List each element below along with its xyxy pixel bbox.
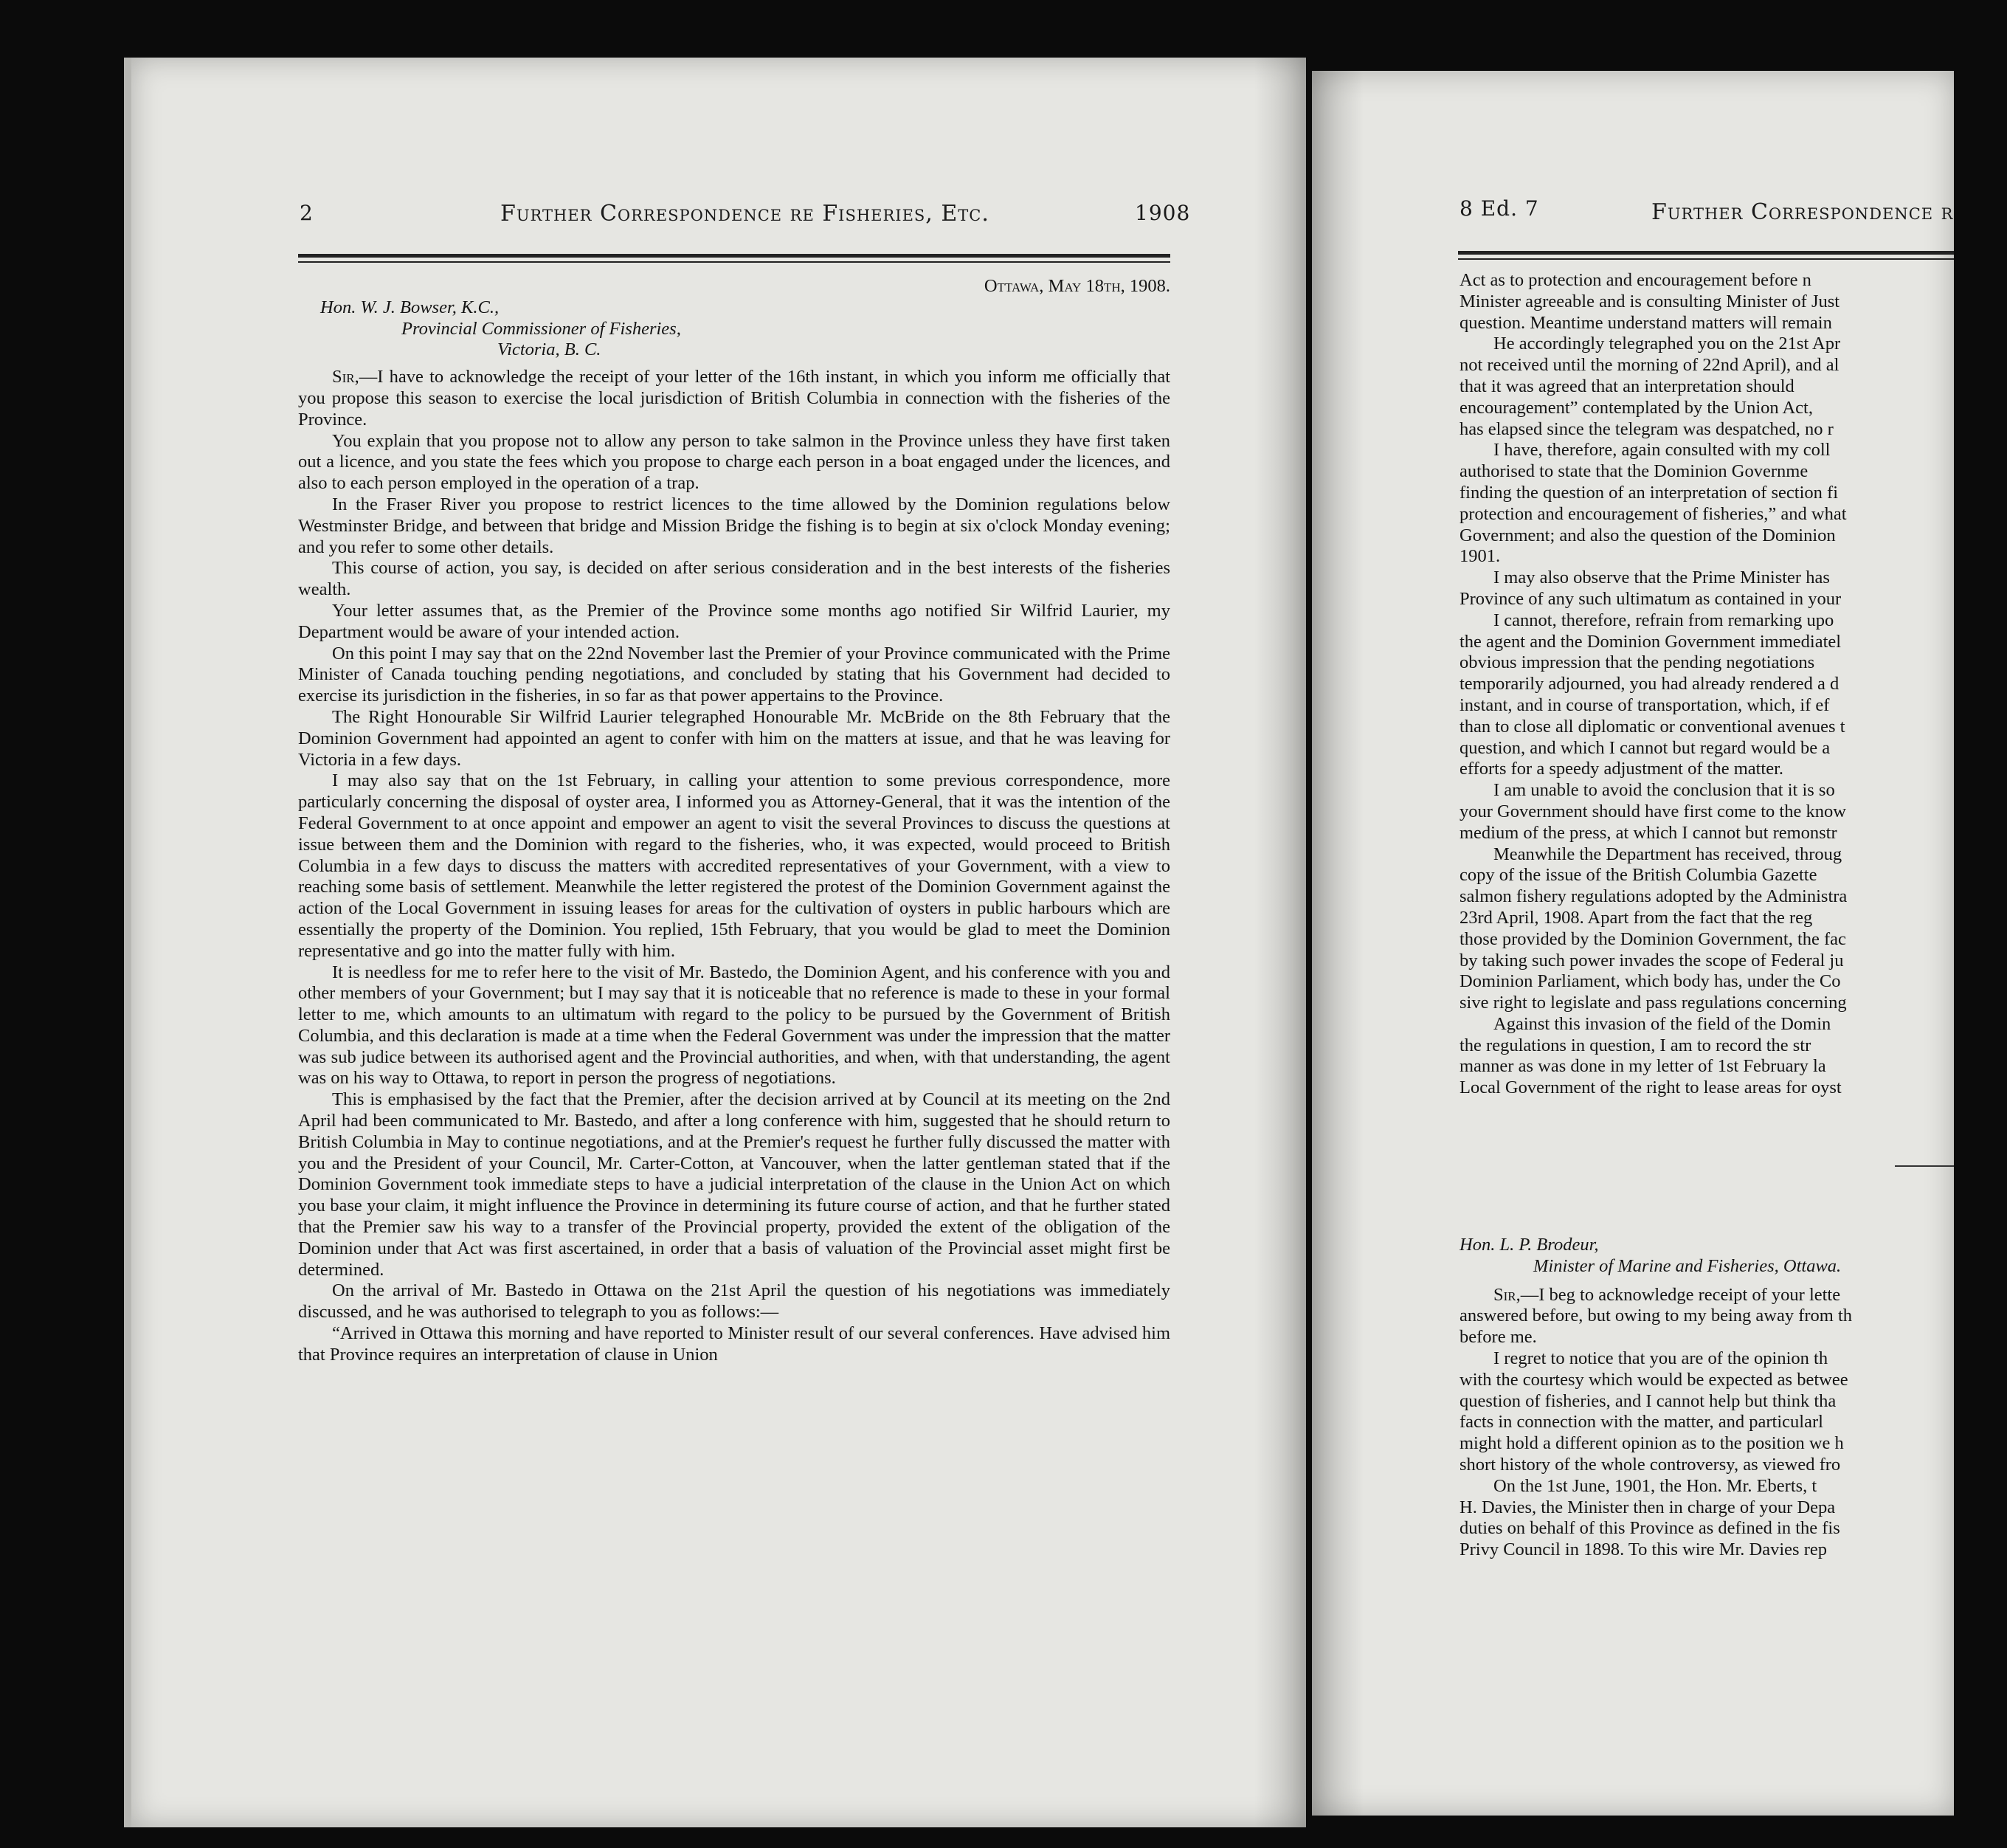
text-line: with the courtesy which would be expected as betwee bbox=[1460, 1369, 1848, 1390]
right-page-gutter-shadow bbox=[1312, 71, 1364, 1816]
right-session: 8 Ed. 7 bbox=[1460, 196, 1539, 221]
salutation: Sir, bbox=[332, 367, 359, 387]
text-line: question, and which I cannot but regard would be a bbox=[1460, 737, 1831, 758]
addressee-line-3: Victoria, B. C. bbox=[497, 339, 601, 360]
right-header-rule bbox=[1458, 251, 1954, 260]
text-line: answered before, but owing to my being away from th bbox=[1460, 1306, 1853, 1326]
text-line: Against this invasion of the field of the Domin bbox=[1493, 1013, 1831, 1034]
text-line: Province of any such ultimatum as contained in your bbox=[1460, 588, 1842, 609]
text-line: your Government should have first come to the know bbox=[1460, 801, 1846, 821]
right-salutation: Sir, bbox=[1493, 1284, 1521, 1305]
text-line: I have, therefore, again consulted with my coll bbox=[1493, 440, 1831, 461]
paragraph: The Right Honourable Sir Wilfrid Laurier telegraphed Honourable Mr. McBride on the 8th February that the Dominion Government had appointed an agent to confer with him on the matters at issue, and that he was leaving for Victoria in a few days. bbox=[298, 706, 1170, 770]
text-line: the agent and the Dominion Government immediatel bbox=[1460, 631, 1842, 652]
addressee-line-2: Provincial Commissioner of Fisheries, bbox=[401, 318, 681, 339]
text-line: temporarily adjourned, you had already rendered a d bbox=[1460, 674, 1840, 694]
left-running-title: Further Correspondence re Fisheries, Etc. bbox=[500, 201, 989, 227]
text-line: 1901. bbox=[1460, 546, 1501, 567]
text-line: I cannot, therefore, refrain from remarking upo bbox=[1493, 610, 1834, 630]
text-line: that it was agreed that an interpretation should bbox=[1460, 376, 1794, 396]
text-line: the regulations in question, I am to record the str bbox=[1460, 1035, 1811, 1055]
paragraph: This course of action, you say, is decided on after serious consideration and in the best interests of the fisheries wealth. bbox=[298, 558, 1170, 600]
right-addressee-line-1: Hon. L. P. Brodeur, bbox=[1460, 1235, 1599, 1255]
text-line: manner as was done in my letter of 1st February la bbox=[1460, 1056, 1826, 1077]
text-line: encouragement” contemplated by the Union Act, bbox=[1460, 397, 1813, 418]
paragraph: This is emphasised by the fact that the Premier, after the decision arrived at by Council at its meeting on the 2nd April had been communicated to Mr. Bastedo, and after a long conference with him, suggested that he should return to British Columbia in May to continue negotiations, and at the Premier's request he further fully discussed the matter with you and the President of your Council, Mr. Carter-Cotton, at Vancouver, when the latter gentleman stated that if the Dominion Government took immediate steps to have a judicial interpretation of the clause in the Union Act on which you base your claim, it might influence the Province in determining its future course of action, and that he further stated that the Premier saw his way to a transfer of the Provincial property, provided the extent of the obligation of the Dominion under that Act was first ascertained, in order that a basis of valuation of the Provincial asset might first be determined. bbox=[298, 1089, 1170, 1280]
text-line: I regret to notice that you are of the opinion th bbox=[1493, 1348, 1828, 1369]
paragraph: On this point I may say that on the 22nd November last the Premier of your Province communicated with the Prime Minister of Canada touching pending negotiations, and concluded by stating that his Government had decided to exercise its jurisdiction in the fisheries, in so far as that power appertains to the Province. bbox=[298, 643, 1170, 706]
paragraph-text: —I have to acknowledge the receipt of your letter of the 16th instant, in which you inform me officially that you propose this season to exercise the local jurisdiction of British Columbia in connection with the fisheries of the Province. bbox=[298, 367, 1170, 430]
right-addressee-line-2: Minister of Marine and Fisheries, Ottawa. bbox=[1533, 1255, 1842, 1276]
text-line bbox=[1460, 1285, 1954, 1306]
left-page-number: 2 bbox=[300, 201, 314, 225]
text-line: salmon fishery regulations adopted by the Administra bbox=[1460, 886, 1848, 907]
text-line: facts in connection with the matter, and particularl bbox=[1460, 1412, 1823, 1432]
right-page bbox=[1312, 71, 1954, 1816]
text-line: medium of the press, at which I cannot but remonstr bbox=[1460, 822, 1837, 843]
text-line: has elapsed since the telegram was despatched, no r bbox=[1460, 418, 1834, 439]
text-line: Minister agreeable and is consulting Minister of Just bbox=[1460, 291, 1840, 311]
text-line: On the 1st June, 1901, the Hon. Mr. Eberts, t bbox=[1493, 1475, 1817, 1496]
text-line: short history of the whole controversy, as viewed fro bbox=[1460, 1455, 1841, 1475]
paragraph: Your letter assumes that, as the Premier of the Province some months ago notified Sir Wilfrid Laurier, my Department would be aware of your intended action. bbox=[298, 600, 1170, 642]
text-line: authorised to state that the Dominion Governme bbox=[1460, 461, 1809, 482]
text-line: copy of the issue of the British Columbia Gazette bbox=[1460, 865, 1817, 886]
text-line: I may also observe that the Prime Minister has bbox=[1493, 568, 1830, 588]
paragraph: In the Fraser River you propose to restrict licences to the time allowed by the Dominion regulations below Westminster Bridge, and between that bridge and Mission Bridge the fishing is to begin at six o'clock Monday evening; and you refer to some other details. bbox=[298, 494, 1170, 557]
text-line: I am unable to avoid the conclusion that it is so bbox=[1493, 780, 1835, 801]
letter-date-line: Ottawa, May 18th, 1908. bbox=[984, 276, 1170, 296]
text-line: efforts for a speedy adjustment of the matter. bbox=[1460, 759, 1784, 779]
right-running-title: Further Correspondence r bbox=[1651, 199, 1954, 225]
paragraph: I may also say that on the 1st February, in calling your attention to some previous correspondence, more particularly concerning the disposal of oyster area, I informed you as Attorney-General, that it was the intention of the Federal Government to at once appoint and empower an agent to visit the several Provinces to discuss the questions at issue between them and the Dominion with regard to the fisheries, who, it was expected, would proceed to British Columbia in a few days to discuss the matters with accredited representatives of your Government, with a view to reaching some basis of settlement. Meanwhile the letter registered the protest of the Dominion Government against the action of the Local Government in issuing leases for areas for the cultivation of oysters in public harbours which are essentially the property of the Dominion. You replied, 15th February, that you would be glad to meet the Dominion representative and go into the matter fully with him. bbox=[298, 770, 1170, 961]
text-line: than to close all diplomatic or conventional avenues t bbox=[1460, 716, 1845, 737]
text-line: protection and encouragement of fisheries,” and what bbox=[1460, 503, 1847, 524]
text-line: instant, and in course of transportation, which, if ef bbox=[1460, 694, 1830, 715]
left-header-rule bbox=[298, 254, 1170, 263]
text-line: 23rd April, 1908. Apart from the fact that the reg bbox=[1460, 907, 1813, 928]
paragraph bbox=[298, 367, 1170, 430]
paragraph: You explain that you propose not to allow any person to take salmon in the Province unless they have first taken out a licence, and you state the fees which you propose to charge each person in a boat engaged under the licences, and also to each person employed in the operation of a trap. bbox=[298, 430, 1170, 494]
text-line: Privy Council in 1898. To this wire Mr. Davies rep bbox=[1460, 1540, 1828, 1560]
text-line: finding the question of an interpretation of section fi bbox=[1460, 482, 1839, 503]
text-line: those provided by the Dominion Government, the fac bbox=[1460, 928, 1846, 949]
right-top-lines bbox=[1460, 270, 1954, 1099]
right-bottom-lines bbox=[1460, 1285, 1954, 1561]
paragraph: It is needless for me to refer here to the visit of Mr. Bastedo, the Dominion Agent, and his conference with you and other members of your Government; but I may say that it is noticeable that no reference is made to these in your formal letter to me, which amounts to an ultimatum with regard to the policy to be pursued by the Government of British Columbia, and this declaration is made at a time when the Federal Government was under the impression that the matter was sub judice between its authorised agent and the Provincial authorities, and when, with that understanding, the agent was on his way to Ottawa, to report in person the progress of negotiations. bbox=[298, 962, 1170, 1089]
text-line: Dominion Parliament, which body has, under the Co bbox=[1460, 971, 1841, 992]
addressee-line-1: Hon. W. J. Bowser, K.C., bbox=[320, 297, 500, 317]
paragraph: On the arrival of Mr. Bastedo in Ottawa on the 21st April the question of his negotiations was immediately discussed, and he was authorised to telegraph to you as follows:— bbox=[298, 1280, 1170, 1323]
text-line: H. Davies, the Minister then in charge of your Depa bbox=[1460, 1497, 1836, 1517]
text-line: Local Government of the right to lease areas for oyst bbox=[1460, 1078, 1842, 1098]
left-page-year: 1908 bbox=[1135, 201, 1191, 225]
text-line: before me. bbox=[1460, 1327, 1537, 1348]
text-line: question of fisheries, and I cannot help but think tha bbox=[1460, 1390, 1837, 1411]
left-page bbox=[124, 58, 1306, 1827]
text-line: not received until the morning of 22nd April), and al bbox=[1460, 355, 1840, 376]
left-page-gutter-shadow bbox=[1254, 58, 1306, 1827]
text-line: duties on behalf of this Province as defined in the fis bbox=[1460, 1518, 1840, 1539]
left-letter-body bbox=[298, 276, 1170, 1366]
text-line: obvious impression that the pending negotiations bbox=[1460, 652, 1815, 673]
text-line: question. Meantime understand matters will remain bbox=[1460, 312, 1832, 333]
text-line: Meanwhile the Department has received, throug bbox=[1493, 844, 1842, 864]
text-line: sive right to legislate and pass regulations concerning bbox=[1460, 993, 1847, 1013]
text-line-content: —I beg to acknowledge receipt of your lette bbox=[1520, 1284, 1841, 1305]
right-letter-body bbox=[1460, 270, 1954, 1561]
text-line: Act as to protection and encouragement before n bbox=[1460, 270, 1811, 290]
text-line: by taking such power invades the scope of Federal ju bbox=[1460, 950, 1844, 970]
paragraph: “Arrived in Ottawa this morning and have reported to Minister result of our several conferences. Have advised him that Province requires an interpretation of clause in Union bbox=[298, 1323, 1170, 1365]
text-line: might hold a different opinion as to the position we h bbox=[1460, 1433, 1844, 1454]
letter-separator-rule bbox=[1895, 1165, 1954, 1167]
text-line: He accordingly telegraphed you on the 21st Apr bbox=[1493, 334, 1841, 354]
text-line: Government; and also the question of the Dominion bbox=[1460, 525, 1836, 545]
